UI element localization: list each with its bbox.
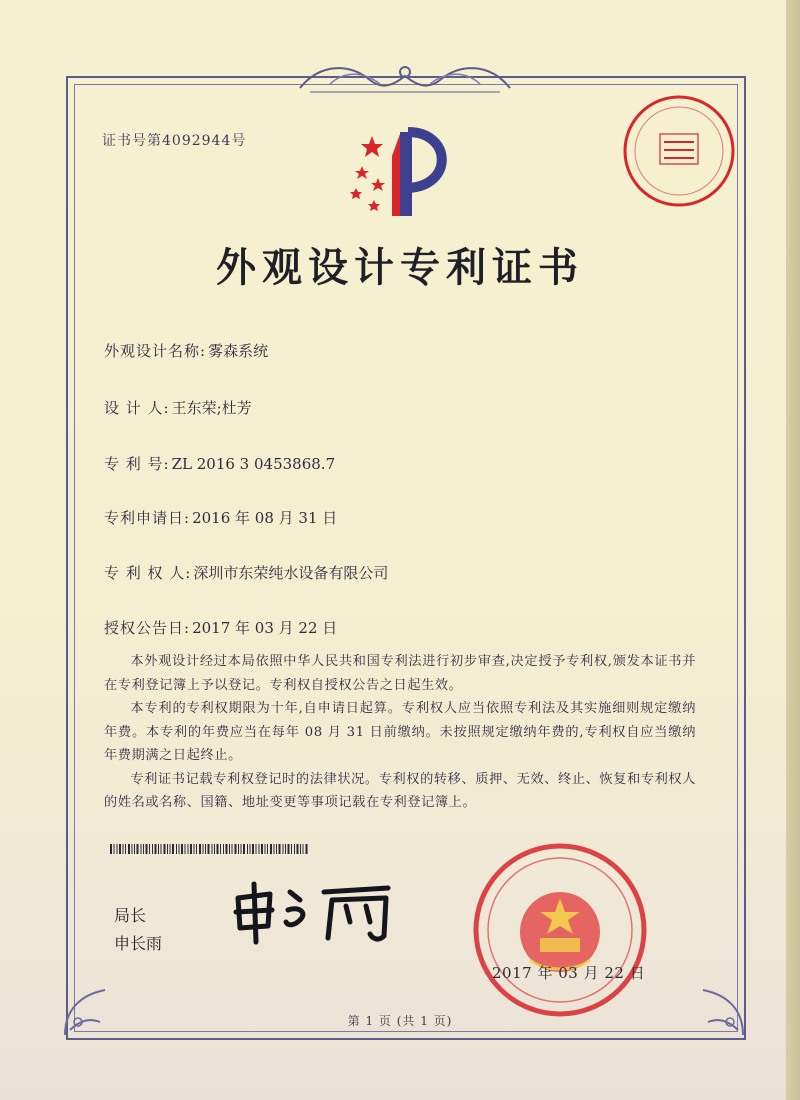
page-edge: [786, 0, 800, 1100]
patent-office-logo-icon: [342, 126, 462, 222]
director-title: 局长: [114, 906, 147, 925]
grant-date-field: 授权公告日: 2017 年 03 月 22 日: [104, 619, 338, 637]
director-name: 申长雨: [114, 934, 163, 953]
certificate-number: [102, 130, 246, 150]
patentee-field: 专 利 权 人: 深圳市东荣纯水设备有限公司: [104, 564, 389, 582]
certificate-number-value: 4092944: [162, 133, 232, 149]
body-paragraph: 本专利的专利权期限为十年,自申请日起算。专利权人应当依照专利法及其实施细则规定缴纳年费。本专利的年费应当在每年 08 月 31 日前缴纳。未按照规定缴纳年费的,专利权自应当缴纳年费期满之日起终止。: [104, 701, 696, 763]
barcode-icon: [110, 844, 310, 854]
body-paragraph: 专利证书记载专利权登记时的法律状况。专利权的转移、质押、无效、终止、恢复和专利权人的姓名或名称、国籍、地址变更等事项记载在专利登记簿上。: [104, 771, 696, 810]
certificate-title: 外观设计专利证书: [216, 245, 584, 291]
design-name-field: 外观设计名称: 雾森系统: [104, 342, 269, 360]
certificate-number-suffix: 号: [231, 133, 247, 149]
certificate-number-label: 证书号第: [102, 133, 162, 149]
director-signature-icon: [228, 876, 408, 946]
application-date-field: 专利申请日: 2016 年 08 月 31 日: [104, 509, 338, 527]
corner-ornament-icon: [60, 980, 120, 1040]
director-block: [114, 902, 162, 958]
patent-number-field: 专 利 号: ZL 2016 3 0453868.7: [104, 455, 336, 473]
official-seal-icon: [470, 840, 650, 1020]
issue-date: 2017 年 03 月 22 日: [492, 964, 646, 982]
corner-ornament-icon: [688, 980, 748, 1040]
page-number: 第 1 页 (共 1 页): [347, 1014, 453, 1028]
body-paragraph: 本外观设计经过本局依照中华人民共和国专利法进行初步审查,决定授予专利权,颁发本证书并在专利登记簿上予以登记。专利权自授权公告之日起生效。: [104, 654, 696, 693]
tax-stamp-seal-icon: [620, 92, 738, 210]
top-ornament-icon: [290, 58, 520, 98]
certificate-body-text: [104, 650, 696, 815]
designer-field: 设 计 人: 王东荣;杜芳: [104, 399, 252, 417]
